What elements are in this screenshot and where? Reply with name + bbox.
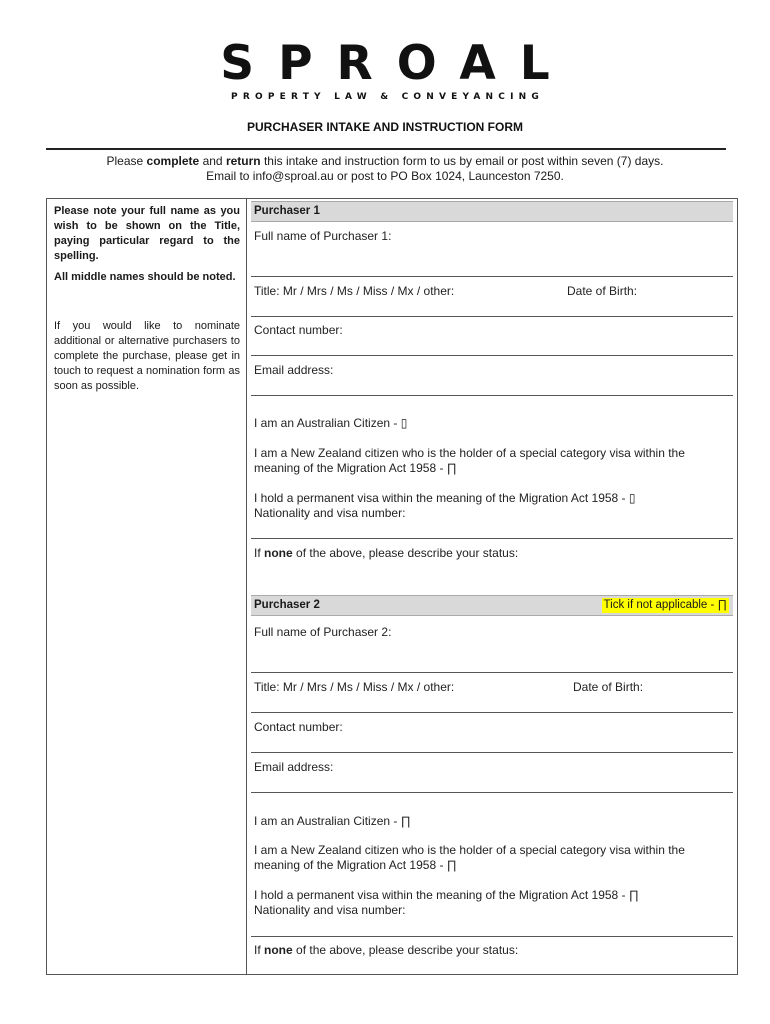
purchaser-1-heading bbox=[251, 201, 733, 222]
p1-full-name-label: Full name of Purchaser 1: bbox=[254, 229, 392, 243]
p2-contact-label: Contact number: bbox=[254, 720, 343, 734]
logo-wordmark: SPROAL bbox=[220, 36, 574, 91]
intro-text-part: Please bbox=[106, 154, 147, 168]
p1-title-field[interactable] bbox=[251, 316, 733, 317]
p2-email-label: Email address: bbox=[254, 760, 334, 774]
status-text-part: If bbox=[254, 546, 265, 560]
column-divider bbox=[246, 198, 247, 975]
p1-nationality-label: Nationality and visa number: bbox=[254, 506, 406, 520]
p1-citizen-au-checkbox[interactable]: I am an Australian Citizen - ▯ bbox=[254, 416, 408, 430]
p2-nationality-field[interactable] bbox=[251, 936, 733, 937]
p2-citizen-au-checkbox[interactable]: I am an Australian Citizen - ∏ bbox=[254, 814, 411, 828]
status-text-part: of the above, please describe your status: bbox=[292, 546, 519, 560]
status-text-part: If bbox=[254, 943, 265, 957]
name-spelling-note: Please note your full name as you wish to be shown on the Title, paying particular regard to the spelling. bbox=[54, 205, 240, 262]
logo bbox=[0, 38, 770, 102]
p1-email-field[interactable] bbox=[251, 395, 733, 396]
p1-email-label: Email address: bbox=[254, 363, 334, 377]
p2-nationality-label: Nationality and visa number: bbox=[254, 903, 406, 917]
p1-citizen-nz-checkbox[interactable]: I am a New Zealand citizen who is the holder of a special category visa within the meaning of the Migration Act 1958 - ∏ bbox=[254, 446, 685, 475]
intro-bold-return: return bbox=[225, 154, 261, 168]
purchaser-2-heading bbox=[251, 595, 733, 616]
intro-text-part: and bbox=[199, 154, 226, 168]
intro-bold-complete: complete bbox=[146, 154, 200, 168]
form-title: PURCHASER INTAKE AND INSTRUCTION FORM bbox=[247, 120, 523, 134]
p2-title-field[interactable] bbox=[251, 712, 733, 713]
p2-contact-field[interactable] bbox=[251, 752, 733, 753]
intro-line-2: Email to info@sproal.au or post to PO Box 1024, Launceston 7250. bbox=[206, 169, 564, 183]
status-bold-none: none bbox=[264, 943, 293, 957]
p1-dob-label: Date of Birth: bbox=[567, 284, 638, 298]
p2-title-options[interactable]: Title: Mr / Mrs / Ms / Miss / Mx / other: bbox=[254, 680, 455, 694]
purchaser-1-heading-label: Purchaser 1 bbox=[254, 205, 320, 217]
purchaser-2-heading-label: Purchaser 2 bbox=[254, 599, 320, 611]
p1-title-options[interactable]: Title: Mr / Mrs / Ms / Miss / Mx / other: bbox=[254, 284, 455, 298]
p1-status-label bbox=[254, 546, 730, 561]
middle-names-note: All middle names should be noted. bbox=[54, 271, 236, 283]
p2-email-field[interactable] bbox=[251, 792, 733, 793]
intro-text-part: this intake and instruction form to us by email or post within seven (7) days. bbox=[260, 154, 664, 168]
not-applicable-checkbox[interactable]: Tick if not applicable - ∏ bbox=[603, 599, 727, 611]
intro-text bbox=[0, 154, 770, 184]
p1-full-name-field[interactable] bbox=[251, 276, 733, 277]
status-text-part: of the above, please describe your status: bbox=[292, 943, 519, 957]
p2-status-label bbox=[254, 943, 730, 958]
p1-contact-field[interactable] bbox=[251, 355, 733, 356]
p2-full-name-field[interactable] bbox=[251, 672, 733, 673]
p2-dob-label: Date of Birth: bbox=[573, 680, 644, 694]
p2-permanent-visa-checkbox[interactable]: I hold a permanent visa within the meaning of the Migration Act 1958 - ∏ bbox=[254, 888, 639, 902]
intro-line-1 bbox=[0, 154, 770, 169]
p1-nationality-field[interactable] bbox=[251, 538, 733, 539]
sidebar-notes bbox=[54, 204, 240, 394]
p1-contact-label: Contact number: bbox=[254, 323, 343, 337]
p1-permanent-visa-checkbox[interactable]: I hold a permanent visa within the meaning of the Migration Act 1958 - ▯ bbox=[254, 491, 636, 505]
nomination-note: If you would like to nominate additional or alternative purchasers to complete the purchase, please get in touch to request a nomination form as soon as possible. bbox=[54, 320, 240, 392]
header-rule bbox=[46, 148, 726, 150]
p2-citizen-nz-checkbox[interactable]: I am a New Zealand citizen who is the holder of a special category visa within the meaning of the Migration Act 1958 - ∏ bbox=[254, 843, 685, 872]
logo-subtitle: PROPERTY LAW & CONVEYANCING bbox=[231, 92, 544, 102]
status-bold-none: none bbox=[264, 546, 293, 560]
p2-full-name-label: Full name of Purchaser 2: bbox=[254, 625, 392, 639]
